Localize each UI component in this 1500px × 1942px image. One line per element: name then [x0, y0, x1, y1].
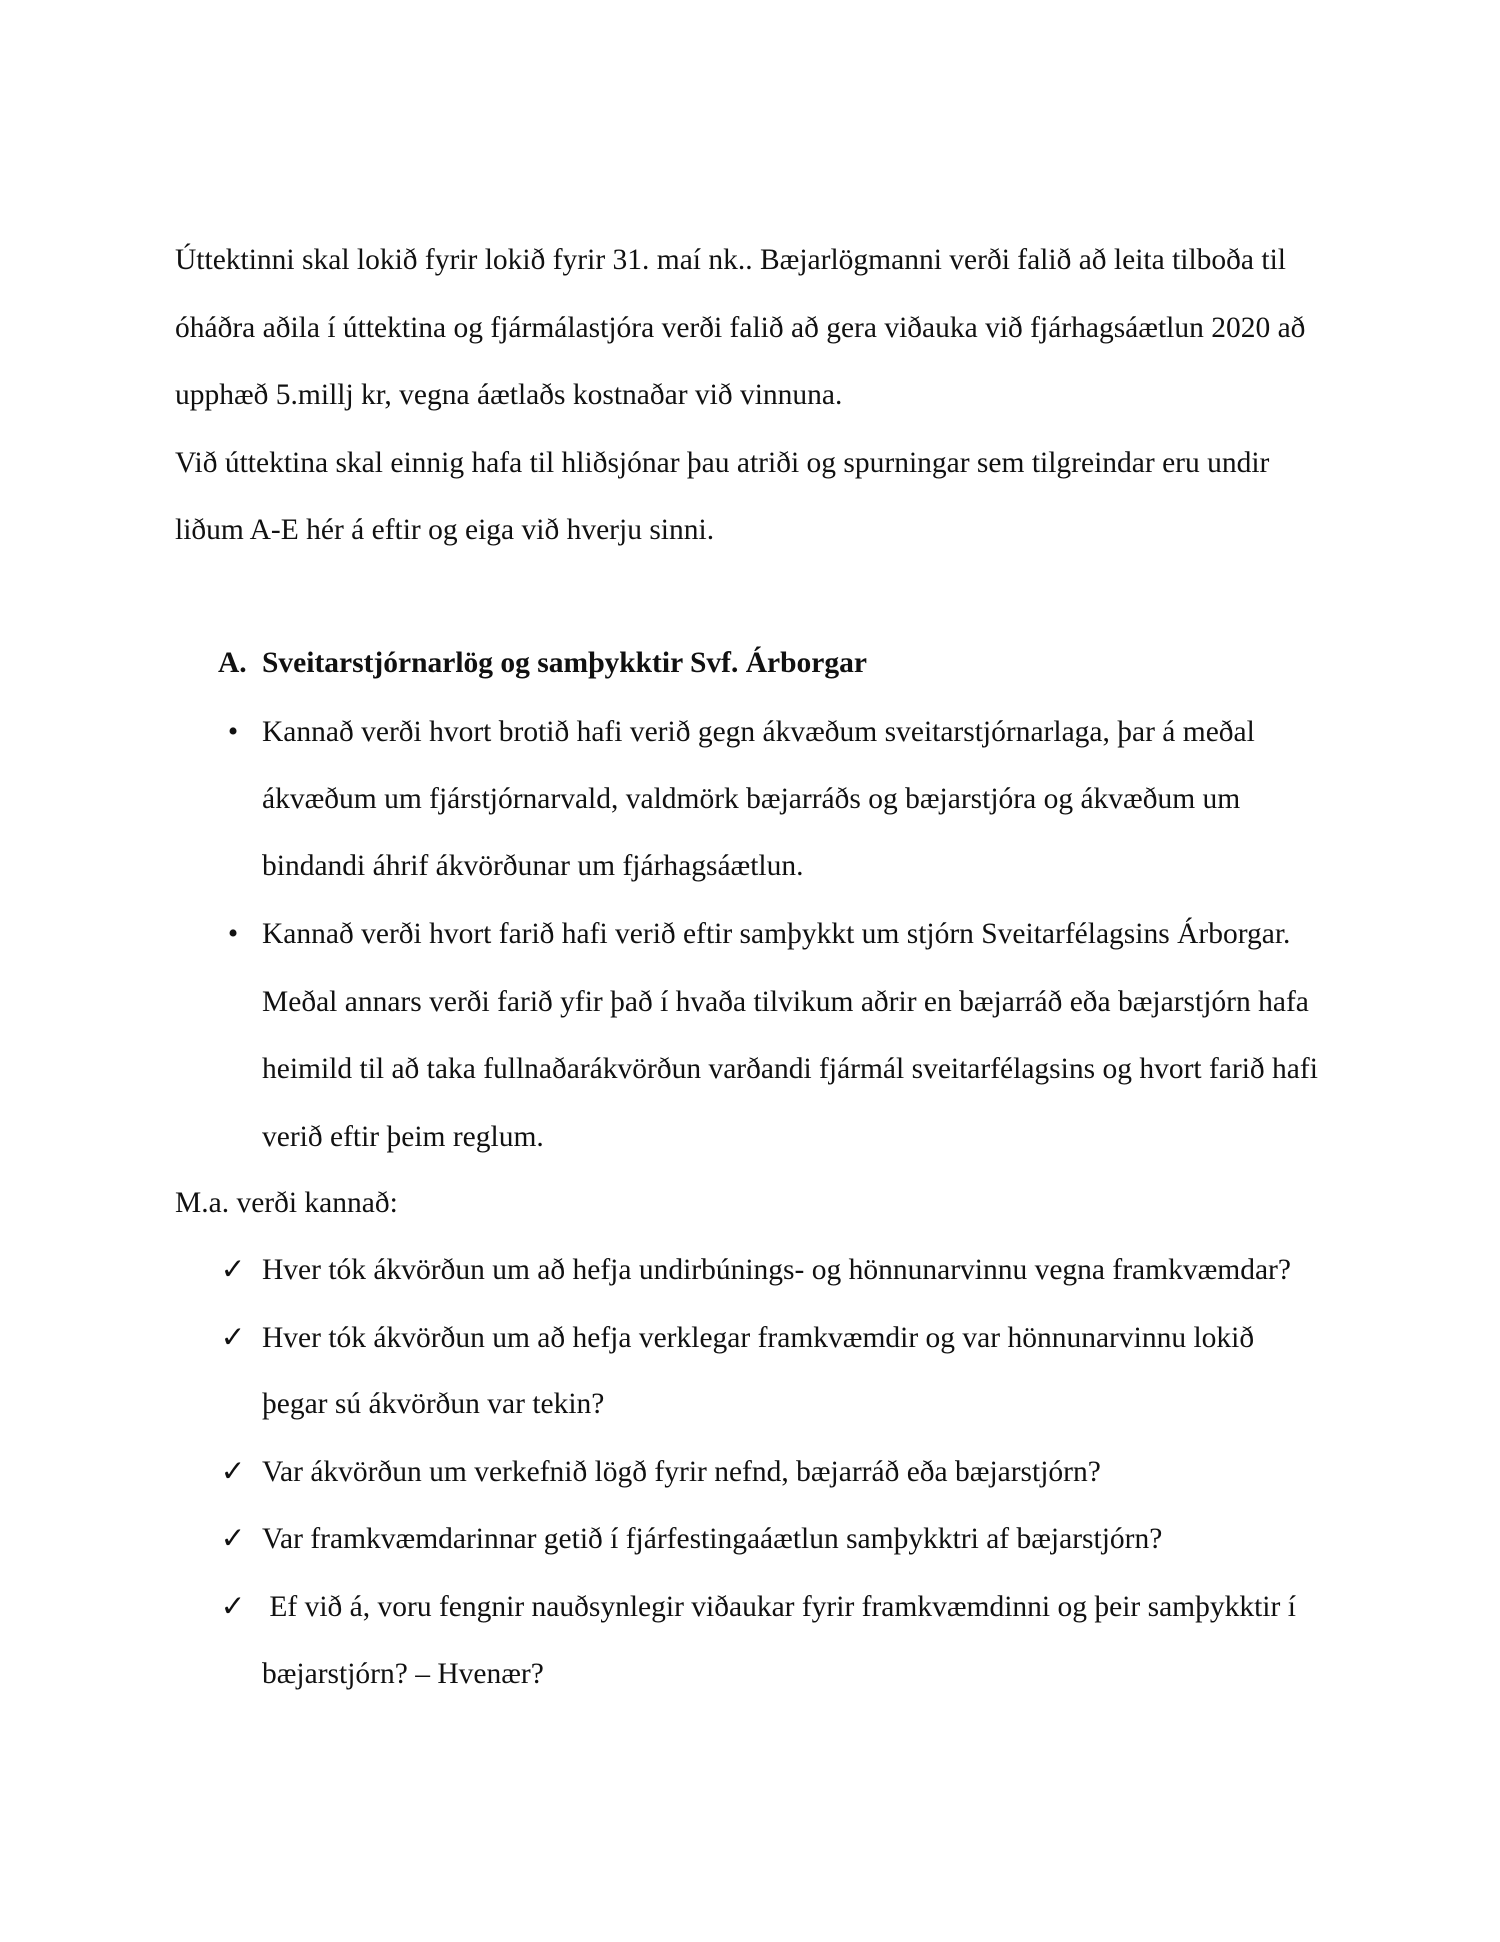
checklist-line: Var framkvæmdarinnar getið í fjárfestingaáætlun samþykktri af bæjarstjórn? — [262, 1523, 1163, 1555]
check-icon: ✓ — [220, 1322, 246, 1354]
bullet-line: Kannað verði hvort brotið hafi verið gegn ákvæðum sveitarstjórnarlaga, þar á meðal — [262, 716, 1255, 748]
checklist-line: bæjarstjórn? – Hvenær? — [262, 1658, 544, 1690]
bullet-line: Meðal annars verði farið yfir það í hvaða tilvikum aðrir en bæjarráð eða bæjarstjórn hafa — [262, 986, 1309, 1018]
section-letter: A. — [218, 647, 247, 679]
check-icon: ✓ — [220, 1523, 246, 1555]
bullet-icon: • — [227, 716, 239, 748]
checklist-line: Hver tók ákvörðun um að hefja verklegar framkvæmdir og var hönnunarvinnu lokið — [262, 1322, 1255, 1354]
checklist-intro: M.a. verði kannað: — [175, 1187, 398, 1219]
checklist-line: þegar sú ákvörðun var tekin? — [262, 1388, 605, 1420]
check-icon: ✓ — [220, 1456, 246, 1488]
bullet-icon: • — [227, 918, 239, 950]
check-icon: ✓ — [220, 1254, 246, 1286]
intro-line: liðum A-E hér á eftir og eiga við hverju sinni. — [175, 514, 715, 546]
bullet-line: Kannað verði hvort farið hafi verið eftir samþykkt um stjórn Sveitarfélagsins Árborgar. — [262, 918, 1291, 950]
bullet-line: verið eftir þeim reglum. — [262, 1121, 544, 1153]
intro-line: Við úttektina skal einnig hafa til hliðsjónar þau atriði og spurningar sem tilgreindar eru undir — [175, 447, 1270, 479]
bullet-line: heimild til að taka fullnaðarákvörðun varðandi fjármál sveitarfélagsins og hvort farið hafi — [262, 1053, 1318, 1085]
intro-line: upphæð 5.millj kr, vegna áætlaðs kostnaðar við vinnuna. — [175, 379, 843, 411]
bullet-line: bindandi áhrif ákvörðunar um fjárhagsáætlun. — [262, 850, 804, 882]
intro-line: Úttektinni skal lokið fyrir lokið fyrir 31. maí nk.. Bæjarlögmanni verði falið að leita tilboða til — [175, 244, 1286, 276]
bullet-line: ákvæðum um fjárstjórnarvald, valdmörk bæjarráðs og bæjarstjóra og ákvæðum um — [262, 783, 1241, 815]
intro-line: óháðra aðila í úttektina og fjármálastjóra verði falið að gera viðauka við fjárhagsáætlun 2020 að — [175, 312, 1306, 344]
checklist-line: Var ákvörðun um verkefnið lögð fyrir nefnd, bæjarráð eða bæjarstjórn? — [262, 1456, 1101, 1488]
checklist-line: Hver tók ákvörðun um að hefja undirbúnings- og hönnunarvinnu vegna framkvæmdar? — [262, 1254, 1291, 1286]
check-icon: ✓ — [220, 1591, 246, 1623]
section-heading: Sveitarstjórnarlög og samþykktir Svf. Árborgar — [262, 647, 867, 679]
checklist-line: Ef við á, voru fengnir nauðsynlegir viðaukar fyrir framkvæmdinni og þeir samþykktir í — [262, 1591, 1296, 1623]
